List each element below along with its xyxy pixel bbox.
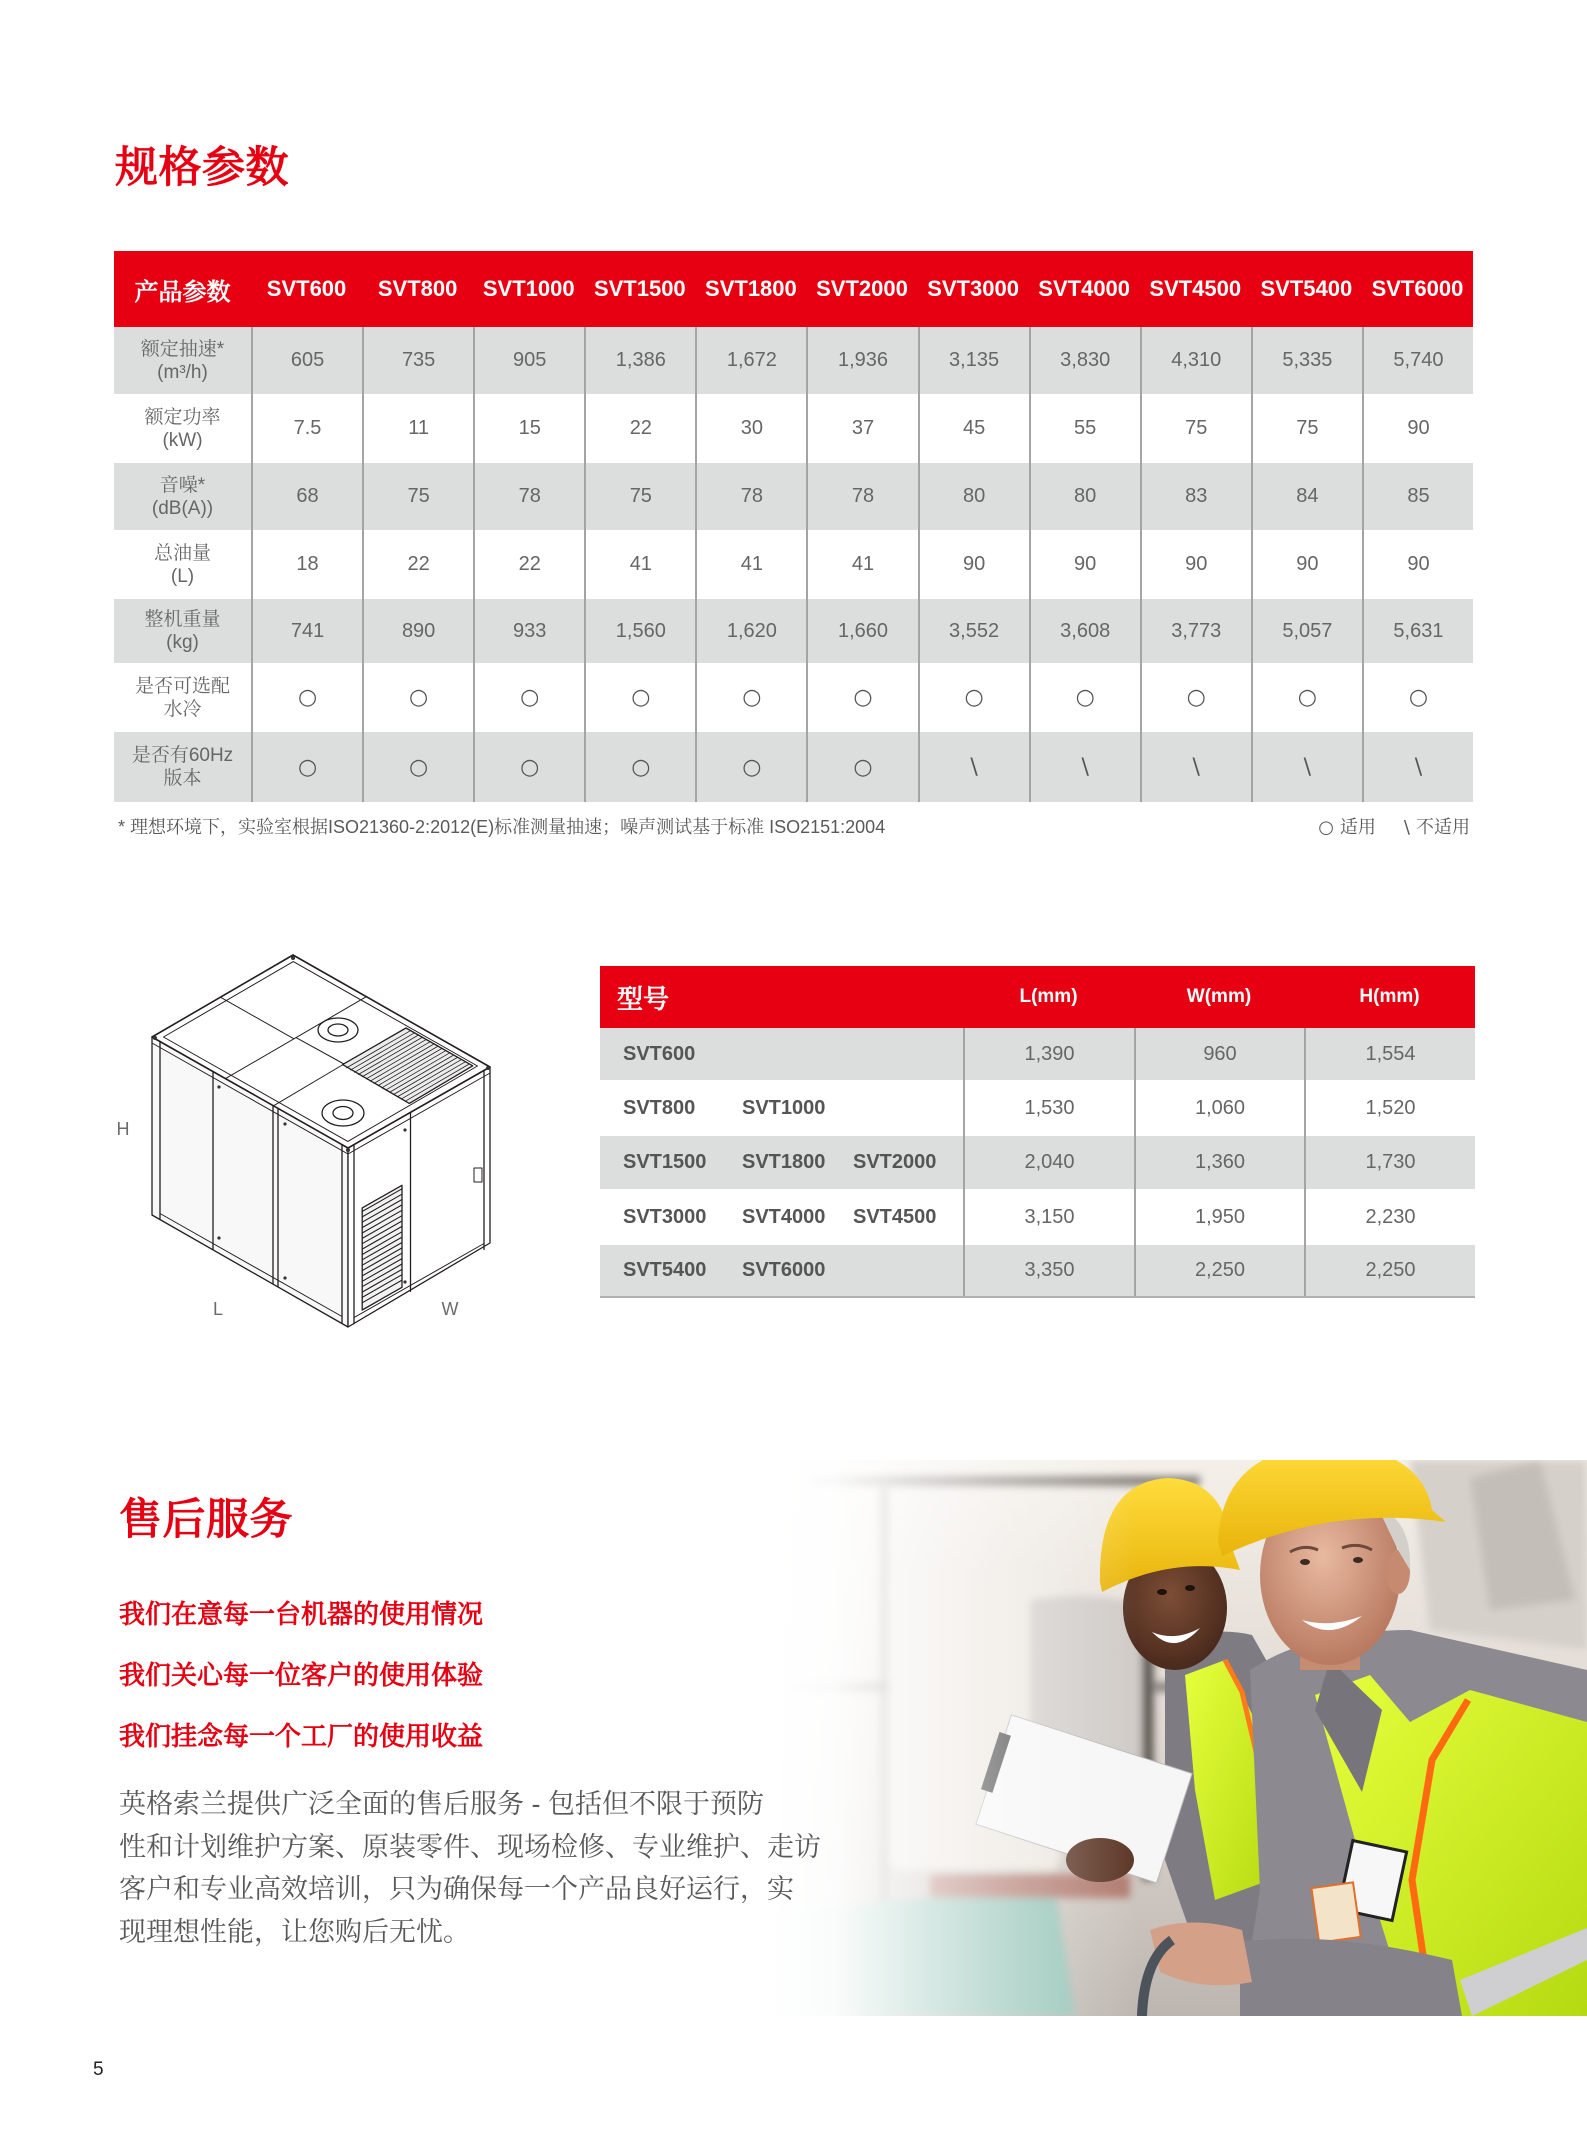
description-line: 性和计划维护方案、原装零件、现场检修、专业维护、走访 xyxy=(119,1831,821,1862)
spec-cell: 75 xyxy=(362,463,473,530)
spec-cell: 90 xyxy=(1029,530,1140,599)
spec-cell: 22 xyxy=(362,530,473,599)
spec-cell: 90 xyxy=(1140,530,1251,599)
dim-width: 1,360 xyxy=(1134,1136,1304,1189)
applicable-symbol: ○ xyxy=(584,663,695,732)
model-name: SVT2000 xyxy=(853,1151,937,1173)
spec-cell: 5,057 xyxy=(1251,599,1362,663)
spec-cell: 3,773 xyxy=(1140,599,1251,663)
spec-cell: 3,608 xyxy=(1029,599,1140,663)
spec-cell: 18 xyxy=(251,530,362,599)
backslash-icon: \ xyxy=(1403,817,1410,838)
applicable-symbol: ○ xyxy=(251,732,362,802)
spec-header-model: SVT800 xyxy=(362,251,473,327)
spec-cell: 41 xyxy=(806,530,917,599)
spec-header-model: SVT4000 xyxy=(1029,251,1140,327)
spec-param-name: 总油量 xyxy=(153,542,211,564)
spec-cell: 7.5 xyxy=(251,394,362,463)
spec-cell: 83 xyxy=(1140,463,1251,530)
spec-section-title: 规格参数 xyxy=(115,144,289,192)
spec-cell: 75 xyxy=(584,463,695,530)
page-number: 5 xyxy=(93,2059,104,2080)
applicable-symbol: ○ xyxy=(584,732,695,802)
spec-header-model: SVT5400 xyxy=(1251,251,1362,327)
spec-header-model: SVT1800 xyxy=(695,251,806,327)
spec-cell: 5,631 xyxy=(1362,599,1473,663)
spec-cell: 80 xyxy=(918,463,1029,530)
spec-cell: 3,552 xyxy=(918,599,1029,663)
spec-cell: 1,560 xyxy=(584,599,695,663)
spec-param-unit: 水冷 xyxy=(163,698,202,720)
spec-cell: 5,335 xyxy=(1251,327,1362,394)
not-applicable-symbol: \ xyxy=(918,732,1029,802)
dim-row-models xyxy=(600,1136,963,1189)
compressor-dimension-drawing xyxy=(100,930,520,1340)
spec-cell: 90 xyxy=(1362,394,1473,463)
dim-row-models xyxy=(600,1080,963,1136)
service-slogan: 我们关心每一位客户的使用体验 xyxy=(119,1660,484,1690)
spec-param-unit: (kg) xyxy=(166,632,199,653)
description-line: 客户和专业高效培训，只为确保每一个产品良好运行，实 xyxy=(119,1874,794,1904)
model-name: SVT600 xyxy=(623,1042,696,1065)
spec-param-unit: (L) xyxy=(170,565,195,587)
applicable-symbol: ○ xyxy=(806,732,917,802)
spec-param-name: 是否有60Hz xyxy=(131,745,234,766)
spec-cell: 37 xyxy=(806,394,917,463)
dim-length: 1,390 xyxy=(963,1028,1134,1080)
service-slogan: 我们挂念每一个工厂的使用收益 xyxy=(119,1721,484,1751)
applicable-symbol: ○ xyxy=(806,663,917,732)
dim-header-width: W(mm) xyxy=(1134,966,1304,1028)
spec-param-unit: (dB(A)) xyxy=(151,497,214,519)
not-applicable-symbol: \ xyxy=(1029,732,1140,802)
spec-cell: 735 xyxy=(362,327,473,394)
applicable-symbol: ○ xyxy=(362,663,473,732)
model-name: SVT3000 xyxy=(623,1205,707,1228)
dim-length: 2,040 xyxy=(963,1136,1134,1189)
dim-row-models xyxy=(600,1245,963,1296)
spec-header-model: SVT4500 xyxy=(1140,251,1251,327)
spec-row-label xyxy=(114,732,251,802)
spec-cell: 1,672 xyxy=(695,327,806,394)
spec-cell: 68 xyxy=(251,463,362,530)
description-line: 现理想性能，让您购后无忧。 xyxy=(119,1916,470,1947)
spec-cell: 1,620 xyxy=(695,599,806,663)
applicable-symbol: ○ xyxy=(695,732,806,802)
spec-row-label xyxy=(114,463,251,530)
spec-table xyxy=(114,251,1473,802)
spec-row-label xyxy=(114,327,251,394)
spec-cell: 90 xyxy=(1362,530,1473,599)
spec-cell: 90 xyxy=(918,530,1029,599)
spec-param-unit: (kW) xyxy=(162,429,203,451)
spec-row-label xyxy=(114,394,251,463)
model-name: SVT1800 xyxy=(742,1151,826,1173)
spec-cell: 75 xyxy=(1251,394,1362,463)
spec-cell: 3,135 xyxy=(918,327,1029,394)
spec-header-model: SVT6000 xyxy=(1362,251,1473,327)
spec-cell: 84 xyxy=(1251,463,1362,530)
spec-param-unit: (m³/h) xyxy=(157,361,208,383)
model-name: SVT4500 xyxy=(853,1205,937,1228)
spec-cell: 85 xyxy=(1362,463,1473,530)
not-applicable-symbol: \ xyxy=(1251,732,1362,802)
spec-cell: 41 xyxy=(695,530,806,599)
model-name: SVT1000 xyxy=(742,1096,826,1119)
model-name: SVT5400 xyxy=(623,1259,707,1281)
dim-width: 2,250 xyxy=(1134,1245,1304,1296)
model-name: SVT6000 xyxy=(742,1259,826,1281)
applicable-symbol: ○ xyxy=(473,663,584,732)
spec-header-model: SVT3000 xyxy=(918,251,1029,327)
dim-height: 1,554 xyxy=(1304,1028,1475,1080)
spec-row-label xyxy=(114,599,251,663)
circle-icon: ○ xyxy=(1318,817,1334,838)
spec-cell: 90 xyxy=(1251,530,1362,599)
model-name: SVT800 xyxy=(623,1096,696,1119)
spec-cell: 15 xyxy=(473,394,584,463)
spec-cell: 741 xyxy=(251,599,362,663)
service-slogan: 我们在意每一台机器的使用情况 xyxy=(119,1599,484,1629)
dim-width: 960 xyxy=(1134,1028,1304,1080)
spec-legend xyxy=(1318,817,1470,839)
dim-header-length: L(mm) xyxy=(963,966,1134,1028)
spec-cell: 11 xyxy=(362,394,473,463)
width-label: W xyxy=(441,1299,459,1319)
applicable-symbol: ○ xyxy=(695,663,806,732)
spec-cell: 75 xyxy=(1140,394,1251,463)
spec-param-name: 额定抽速* xyxy=(140,338,225,360)
spec-cell: 1,660 xyxy=(806,599,917,663)
dim-row-models xyxy=(600,1028,963,1080)
description-line: 英格索兰提供广泛全面的售后服务 - 包括但不限于预防 xyxy=(119,1789,764,1819)
spec-cell: 933 xyxy=(473,599,584,663)
spec-cell: 45 xyxy=(918,394,1029,463)
spec-param-name: 额定功率 xyxy=(144,406,221,428)
length-label: L xyxy=(212,1299,224,1319)
spec-param-name: 是否可选配 xyxy=(134,675,230,697)
applicable-symbol: ○ xyxy=(251,663,362,732)
spec-footnote: * 理想环境下，实验室根据ISO21360-2:2012(E)标准测量抽速；噪声测试基于标准 ISO2151:2004 xyxy=(118,817,886,837)
spec-param-name: 音噪* xyxy=(159,474,206,496)
not-applicable-symbol: \ xyxy=(1140,732,1251,802)
spec-cell: 1,936 xyxy=(806,327,917,394)
legend-label: 适用 xyxy=(1339,817,1376,837)
spec-row-label xyxy=(114,530,251,599)
spec-cell: 80 xyxy=(1029,463,1140,530)
dim-length: 3,350 xyxy=(963,1245,1134,1296)
spec-header-model: SVT600 xyxy=(251,251,362,327)
dimension-table xyxy=(600,966,1475,1298)
legend-item-not-applicable xyxy=(1404,817,1470,839)
spec-row-label xyxy=(114,663,251,732)
applicable-symbol: ○ xyxy=(473,732,584,802)
applicable-symbol: ○ xyxy=(1140,663,1251,732)
applicable-symbol: ○ xyxy=(1029,663,1140,732)
dim-width: 1,950 xyxy=(1134,1189,1304,1245)
dim-length: 3,150 xyxy=(963,1189,1134,1245)
applicable-symbol: ○ xyxy=(1362,663,1473,732)
spec-cell: 605 xyxy=(251,327,362,394)
legend-label: 不适用 xyxy=(1416,817,1470,837)
spec-cell: 41 xyxy=(584,530,695,599)
spec-cell: 4,310 xyxy=(1140,327,1251,394)
dim-height: 2,250 xyxy=(1304,1245,1475,1296)
service-description xyxy=(119,1783,821,1953)
model-name: SVT4000 xyxy=(742,1205,826,1228)
dim-header-height: H(mm) xyxy=(1304,966,1475,1028)
spec-cell: 30 xyxy=(695,394,806,463)
dim-row-models xyxy=(600,1189,963,1245)
spec-header-model: SVT1000 xyxy=(473,251,584,327)
not-applicable-symbol: \ xyxy=(1362,732,1473,802)
applicable-symbol: ○ xyxy=(918,663,1029,732)
spec-cell: 1,386 xyxy=(584,327,695,394)
spec-cell: 3,830 xyxy=(1029,327,1140,394)
applicable-symbol: ○ xyxy=(1251,663,1362,732)
spec-cell: 22 xyxy=(473,530,584,599)
spec-cell: 78 xyxy=(473,463,584,530)
height-label: H xyxy=(116,1119,130,1139)
spec-cell: 22 xyxy=(584,394,695,463)
spec-param-name: 整机重量 xyxy=(144,609,221,630)
spec-header-label: 产品参数 xyxy=(114,251,251,327)
workers-photo-illustration xyxy=(770,1460,1587,2016)
dim-header-model: 型号 xyxy=(600,966,963,1028)
spec-cell: 5,740 xyxy=(1362,327,1473,394)
applicable-symbol: ○ xyxy=(362,732,473,802)
dim-width: 1,060 xyxy=(1134,1080,1304,1136)
service-photo xyxy=(770,1460,1587,2016)
service-section-title: 售后服务 xyxy=(119,1496,293,1544)
spec-cell: 78 xyxy=(695,463,806,530)
spec-header-model: SVT2000 xyxy=(806,251,917,327)
dim-length: 1,530 xyxy=(963,1080,1134,1136)
dim-height: 1,520 xyxy=(1304,1080,1475,1136)
spec-header-model: SVT1500 xyxy=(584,251,695,327)
spec-cell: 78 xyxy=(806,463,917,530)
spec-cell: 55 xyxy=(1029,394,1140,463)
model-name: SVT1500 xyxy=(623,1151,707,1173)
spec-cell: 890 xyxy=(362,599,473,663)
legend-item-applicable xyxy=(1318,817,1376,839)
dim-height: 2,230 xyxy=(1304,1189,1475,1245)
dim-height: 1,730 xyxy=(1304,1136,1475,1189)
spec-param-unit: 版本 xyxy=(163,768,202,789)
spec-cell: 905 xyxy=(473,327,584,394)
